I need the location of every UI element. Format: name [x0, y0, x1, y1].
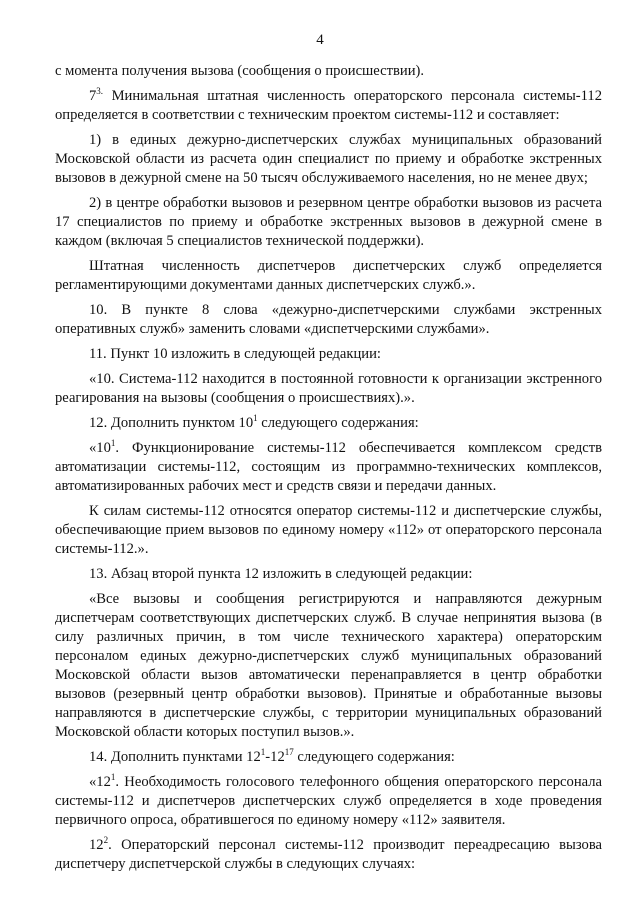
- paragraph-quote-10: «10. Система-112 находится в постоянной готовности к организации экстренного реагирования на вызовы (сообщения о происшествиях).».: [55, 371, 602, 406]
- paragraph-item-14: 14. Дополнить пунктами $12^1-12^{17}$ следующего содержания:: [89, 747, 455, 765]
- paragraph-item-13: 13. Абзац второй пункта 12 изложить в следующей редакции:: [89, 566, 473, 582]
- paragraph-quote-calls: «Все вызовы и сообщения регистрируются и направляются дежурным диспетчерам соответствующих диспетчерских служб. В случае непринятия вызова (в силу различных причин, в том числе технического характера) операторским персоналом единых дежурно-диспетчерских служб муниципальных образований Московской области вызов автоматически перенаправляется в центр обработки вызовов (резервный центр обработки вызовов). Принятые и обработанные вызовы направляются в диспетчерские службы, с территории муниципальных образований Московской области которых поступил вызов.».: [55, 591, 602, 740]
- page-number: 4: [316, 32, 324, 48]
- paragraph-12-2: $12^2$. Операторский персонал системы-112 производит переадресацию вызова диспетчеру диспетчерской службы в следующих случаях:: [55, 835, 602, 872]
- document-body: [55, 62, 602, 880]
- paragraph-quote-10-1: «$10^1$. Функционирование системы-112 обеспечивается комплексом средств автоматизации системы-112, состоящим из программно-технических комплексов, автоматизированных рабочих мест и средств связи и передачи данных.: [55, 438, 602, 494]
- paragraph-forces: К силам системы-112 относятся оператор системы-112 и диспетчерские службы, обеспечивающие прием вызовов по единому номеру «112» от операторского персонала системы-112.».: [55, 503, 602, 557]
- paragraph-subitem-2: 2) в центре обработки вызовов и резервном центре обработки вызовов из расчета 17 специалистов по приему и обработке экстренных вызовов в дежурной смене в каждом (включая 5 специалистов технической поддержки).: [55, 195, 602, 249]
- paragraph-quote-12-1: «$12^1$. Необходимость голосового телефонного общения операторского персонала системы-112 и диспетчеров диспетчерских служб определяется в ходе проведения первичного опроса, обратившегося по единому номеру «112» заявителя.: [55, 772, 602, 828]
- paragraph-subitem-1: 1) в единых дежурно-диспетчерских службах муниципальных образований Московской области из расчета один специалист по приему и обработке экстренных вызовов в дежурной смене на 50 тысяч обслуживаемого населения, но не менее двух;: [55, 132, 602, 186]
- paragraph-item-10: 10. В пункте 8 слова «дежурно-диспетчерскими службами экстренных оперативных служб» заменить словами «диспетчерскими службами».: [55, 302, 602, 337]
- paragraph-item-11: 11. Пункт 10 изложить в следующей редакции:: [89, 346, 381, 362]
- paragraph-item-12: 12. Дополнить пунктом $10^1$ следующего содержания:: [89, 413, 419, 431]
- paragraph-continuation: с момента получения вызова (сообщения о происшествии).: [55, 63, 425, 79]
- paragraph-item-7-3: $7^{3.}$ Минимальная штатная численность операторского персонала системы-112 определяется в соответствии с техническим проектом системы-112 и составляет:: [55, 86, 602, 123]
- paragraph-staffing: Штатная численность диспетчеров диспетчерских служб определяется регламентирующими документами данных диспетчерских служб.».: [55, 258, 602, 293]
